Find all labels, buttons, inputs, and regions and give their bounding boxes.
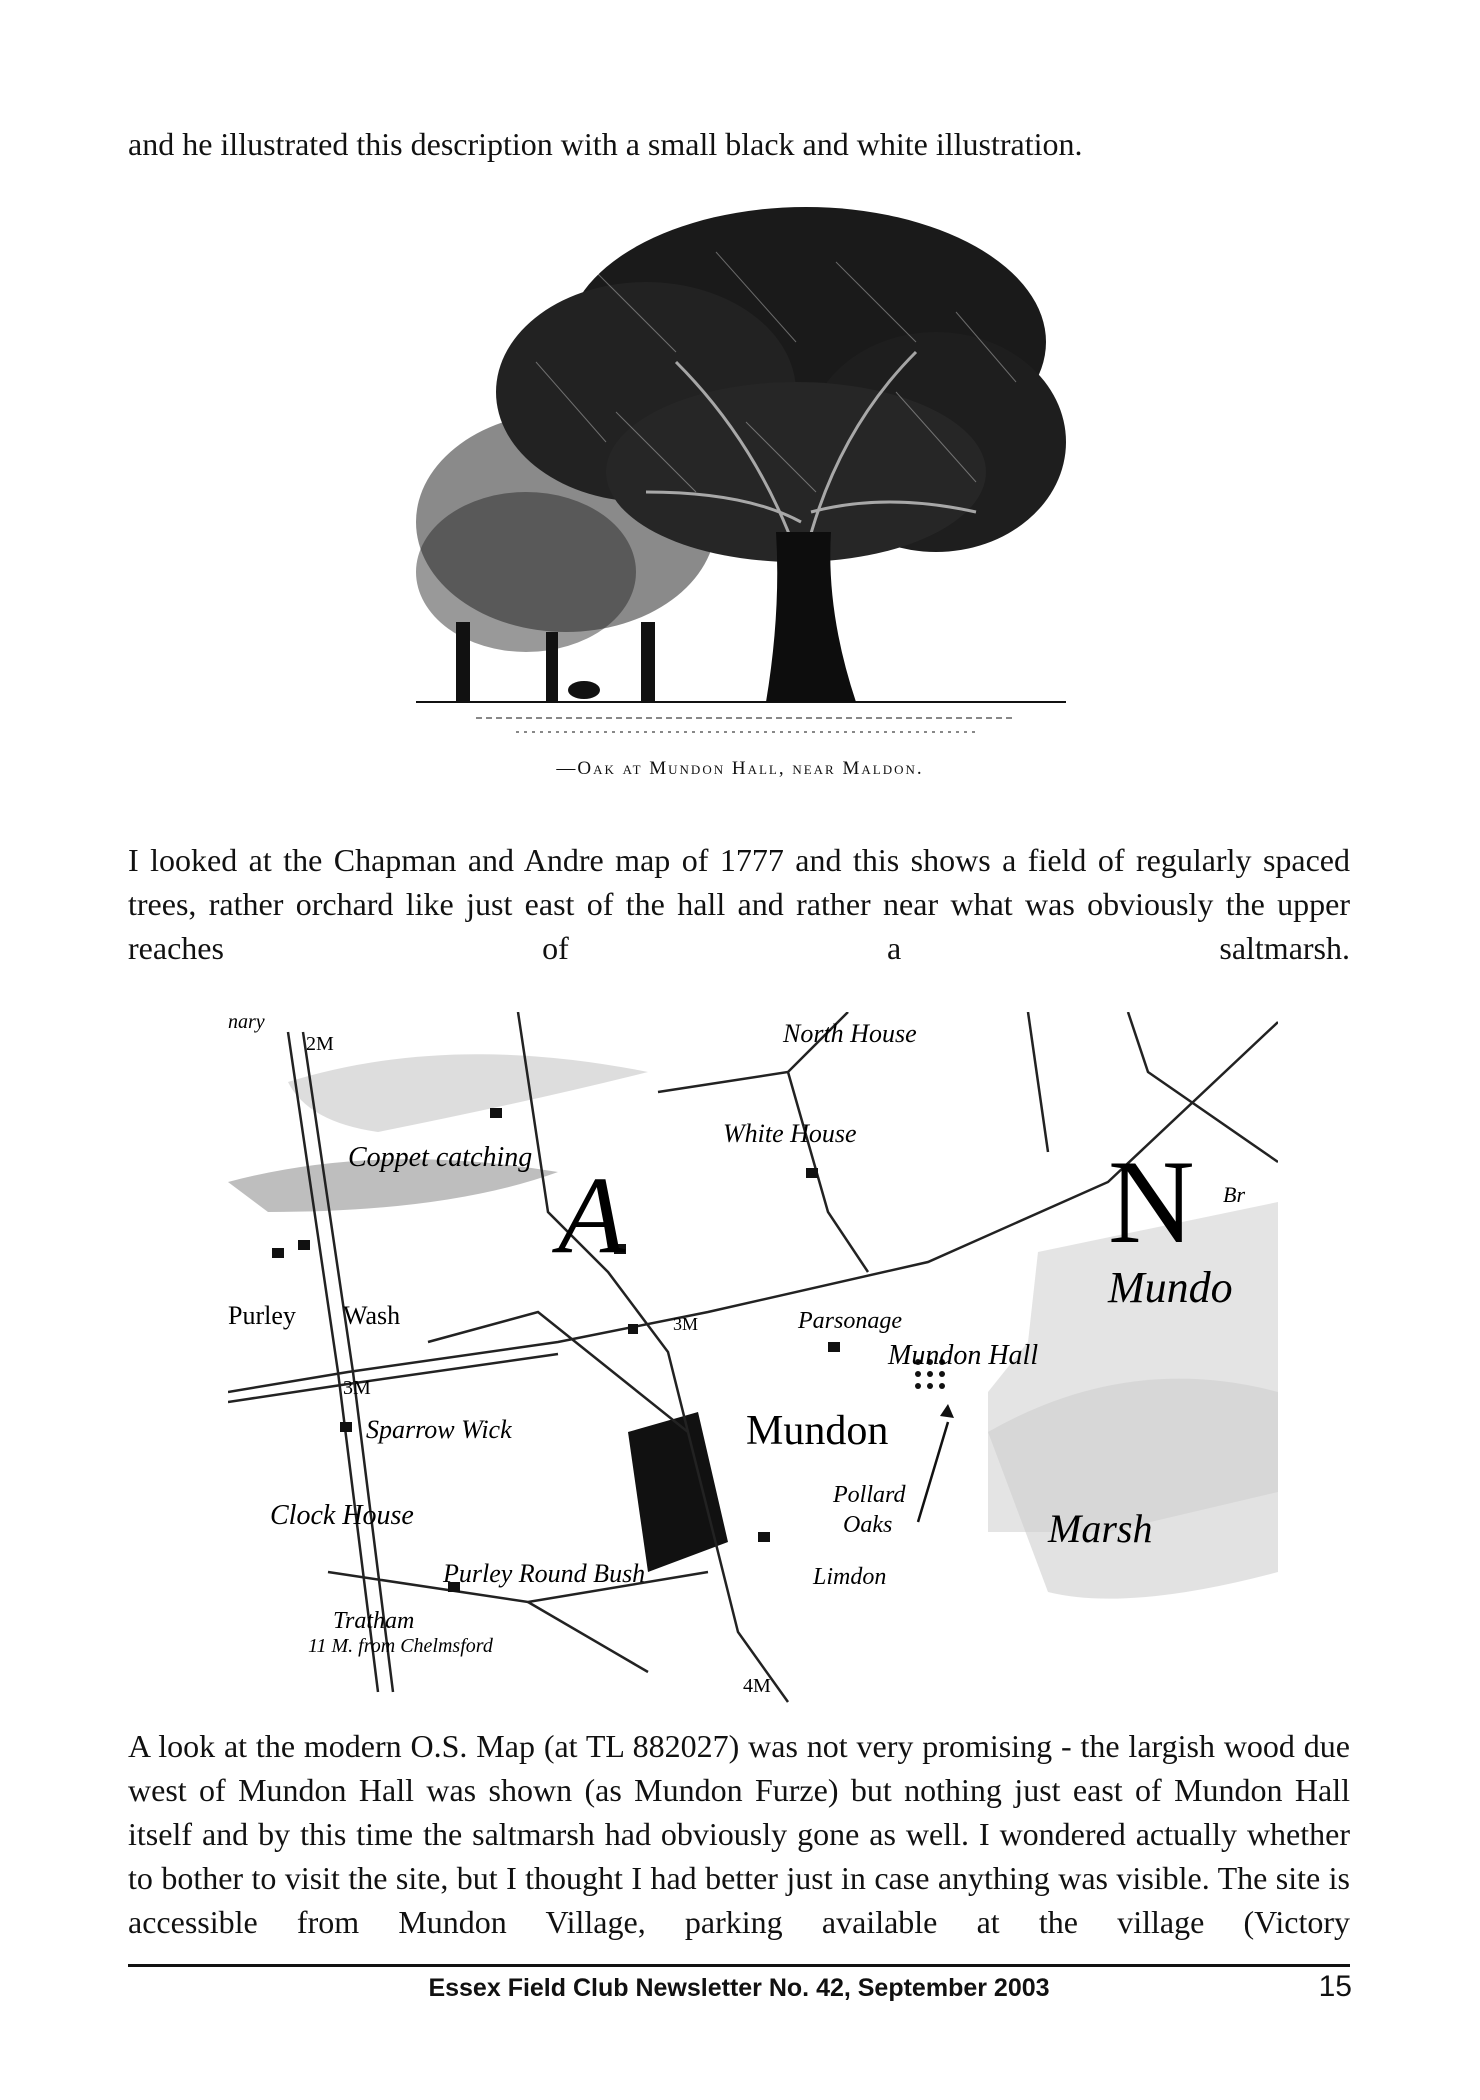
map-drawing xyxy=(228,1012,1278,1712)
map-label-purley-round-bush: Purley Round Bush xyxy=(443,1559,646,1588)
map-label-mundon-hall: Mundon Hall xyxy=(888,1340,1039,1371)
map-label-n: N xyxy=(1108,1135,1195,1268)
map-label-4m: 4M xyxy=(743,1675,771,1697)
chapman-paragraph: I looked at the Chapman and Andre map of 1777 and this shows a field of regularly spaced trees, rather orchard like just east of the hall and rather near what was obviously the upper reaches of a saltmarsh. xyxy=(128,842,1350,966)
map-label-wash: Wash xyxy=(343,1301,401,1330)
map-label-coppet-catching: Coppet catching xyxy=(348,1142,533,1173)
footer-title: Essex Field Club Newsletter No. 42, September 2003 xyxy=(428,1974,1050,2002)
map-label-tratham: Tratham xyxy=(333,1608,415,1634)
map-label-3m-b: 3M xyxy=(343,1377,371,1399)
map-label-limdon: Limdon xyxy=(813,1564,887,1590)
page-number: 15 xyxy=(1318,1970,1352,2003)
map-label-purley: Purley xyxy=(228,1301,296,1330)
map-label-br: Br xyxy=(1223,1182,1245,1207)
map-label-white-house: White House xyxy=(723,1119,857,1148)
map-label-north-house: North House xyxy=(783,1019,917,1048)
footer-rule xyxy=(128,1964,1350,1967)
map-label-mundon: Mundon xyxy=(746,1408,889,1454)
chapman-andre-map xyxy=(228,1012,1278,1712)
map-label-clock-house: Clock House xyxy=(270,1500,414,1531)
oak-tree-engraving xyxy=(416,192,1066,752)
map-label-parsonage: Parsonage xyxy=(798,1308,902,1334)
map-label-marsh: Marsh xyxy=(1048,1506,1153,1551)
map-label-mundo: Mundo xyxy=(1108,1263,1233,1312)
map-annotation-pollard: Pollard xyxy=(833,1482,906,1508)
map-label-3m-a: 3M xyxy=(673,1314,699,1334)
oak-illustration xyxy=(416,192,1066,752)
map-label-2m: 2M xyxy=(306,1033,334,1055)
intro-paragraph: and he illustrated this description with a small black and white illustration. xyxy=(128,126,1083,162)
os-map-paragraph: A look at the modern O.S. Map (at TL 882027) was not very promising - the largish wood due west of Mundon Hall was shown (as Mundon Furze) but nothing just east of Mundon Hall itself and by this time the saltmarsh had obviously gone as well. I wondered actually whether to bother to visit the site, but I thought I had better just in case anything was visible. The site is accessible from Mundon Village, parking available at the village (Victory xyxy=(128,1728,1350,1940)
map-label-from-chelmsford: 11 M. from Chelmsford xyxy=(308,1635,493,1657)
illustration-caption: —Oak at Mundon Hall, near Maldon. xyxy=(556,758,924,779)
map-label-a: A xyxy=(558,1154,626,1276)
map-label-partial: nary xyxy=(228,1012,265,1033)
map-label-sparrow-wick: Sparrow Wick xyxy=(366,1415,512,1444)
map-annotation-oaks: Oaks xyxy=(843,1512,893,1538)
